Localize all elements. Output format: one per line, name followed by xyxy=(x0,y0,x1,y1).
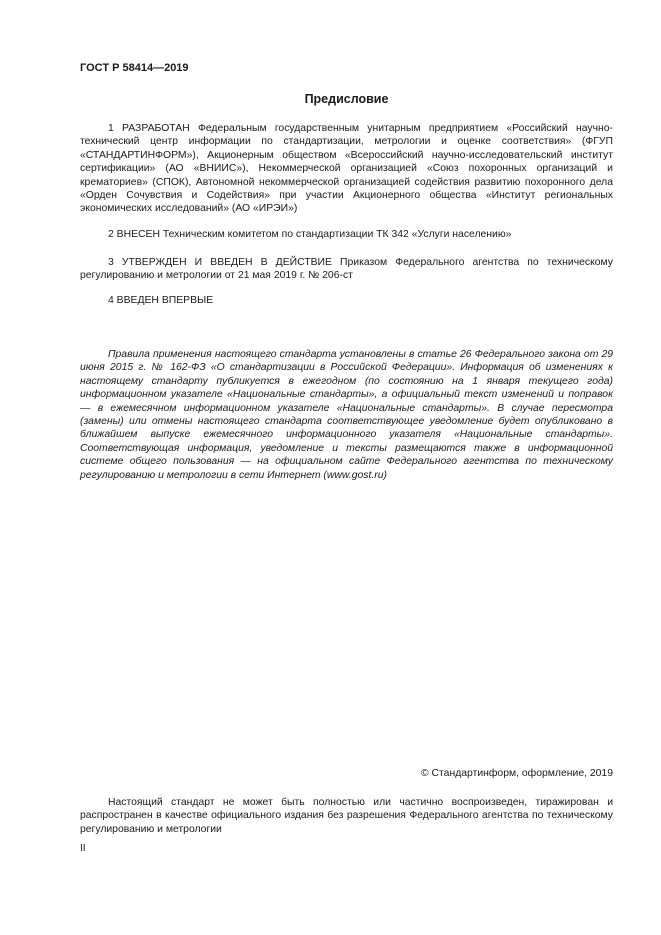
paragraph-developed: 1 РАЗРАБОТАН Федеральным государственным унитарным предприятием «Российский научно-технический центр информации по стандартизации, метрологии и оценке соответствия» (ФГУП «СТАНДАРТИНФОРМ»), Акционерным обществом «Всероссийский научно-исследовательский институт сертификации» (АО «ВНИИС»), Некоммерческой организацией «Союз похоронных организаций и крематориев» (СПОК), Автономной некоммерческой организацией содействия развитию похоронного дела «Орден Сочувствия и Содействия» при участии Акционерного общества «Институт региональных экономических исследований» (АО «ИРЭИ») xyxy=(80,123,613,215)
paragraph-approved: 3 УТВЕРЖДЕН И ВВЕДЕН В ДЕЙСТВИЕ Приказом Федерального агентства по техническому регулированию и метрологии от 21 мая 2019 г. № 206-ст xyxy=(80,257,613,282)
copyright-line: © Стандартинформ, оформление, 2019 xyxy=(420,768,613,779)
doc-code-header: ГОСТ Р 58414—2019 xyxy=(80,62,189,74)
page-number: II xyxy=(80,843,86,854)
paragraph-introduced: 2 ВНЕСЕН Техническим комитетом по стандартизации ТК 342 «Услуги населению» xyxy=(108,229,512,240)
paragraph-first-introduced: 4 ВВЕДЕН ВПЕРВЫЕ xyxy=(108,295,214,306)
rules-note: Правила применения настоящего стандарта установлены в статье 26 Федерального закона от 29 июня 2015 г. № 162-ФЗ «О стандартизации в Российской Федерации». Информация об изменениях к настоящему стандарту публикуется в ежегодном (по состоянию на 1 января текущего года) информационном указателе «Национальные стандарты», а официальный текст изменений и поправок — в ежемесячном информационном указателе «Национальные стандарты». В случае пересмотра (замены) или отмены настоящего стандарта соответствующее уведомление будет опубликовано в ближайшем выпуске ежемесячного информационного указателя «Национальные стандарты». Соответствующая информация, уведомление и тексты размещаются также в информационной системе общего пользования — на официальном сайте Федерального агентства по техническому регулированию и метрологии в сети Интернет (www.gost.ru) xyxy=(80,349,613,481)
reproduction-note: Настоящий стандарт не может быть полностью или частично воспроизведен, тиражирован и распространен в качестве официального издания без разрешения Федерального агентства по техническому регулированию и метрологии xyxy=(80,797,613,835)
page-title: Предисловие xyxy=(304,92,389,106)
